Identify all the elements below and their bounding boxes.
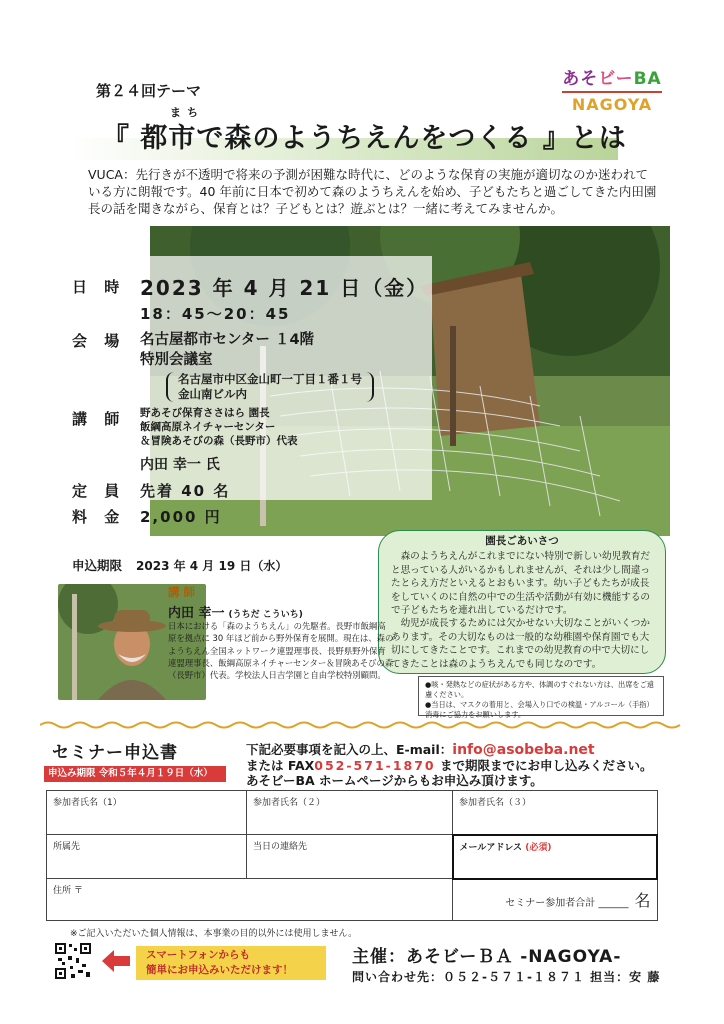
capacity-label-row (72, 480, 134, 501)
banner-line: スマートフォンからも (146, 949, 250, 961)
privacy-note: ※ご記入いただいた個人情報は、本事業の目的以外には使用しません。 (70, 929, 358, 939)
lecturer-tag: 講 師 (168, 585, 196, 599)
logo-part: BA (633, 69, 662, 89)
total-participants-field[interactable]: セミナー参加者合計 ______ 名 (453, 879, 658, 921)
homepage-note: あそビーBA ホームページからもお申込み頂けます。 (246, 773, 543, 788)
field-label: 参加者氏名（２） (253, 798, 326, 808)
contact-email[interactable]: info@asobeba.net (452, 742, 595, 758)
event-date: 2023 年 4 月 21 日（金） (140, 276, 429, 300)
arrow-left-icon (102, 950, 130, 972)
principal-message (378, 530, 666, 674)
event-time: 18：45〜20：45 (140, 305, 291, 323)
field-label: 住所 〒 (53, 886, 83, 896)
theme-number: 第２４回テーマ (96, 82, 202, 100)
logo-part: あそ (562, 69, 599, 89)
qr-code-icon[interactable] (54, 942, 92, 980)
venue-address (166, 372, 374, 402)
field-label: 参加者氏名（1） (53, 798, 122, 808)
event-capacity: 先着 40 名 (140, 482, 231, 500)
lecturer-name: 内田 幸一 氏 (140, 457, 220, 473)
message-title: 園長ごあいさつ (485, 535, 559, 547)
smartphone-banner (136, 946, 326, 980)
form-title: セミナー申込書 (52, 743, 178, 763)
contact-day-field[interactable] (247, 835, 453, 879)
instruction-text: まで期限までにお申し込みください。 (435, 758, 653, 773)
lecturer-profile-name (168, 602, 303, 621)
logo-subtitle: NAGOYA (571, 95, 653, 114)
lecturer-profile-yomi: (うちだ こういち) (228, 610, 303, 620)
logo (556, 64, 668, 114)
lecturer-line: 野あそび保育ささはら 園長 (140, 407, 270, 419)
fee-label-row (72, 506, 134, 527)
instruction-text: 下記必要事項を記入の上、E-mail： (246, 742, 453, 757)
note-item: ●咳・発熱などの症状がある方や、体調のすぐれない方は、出席をご遠慮ください。 (425, 680, 654, 699)
email-field[interactable] (453, 835, 658, 879)
message-paragraph: 幼児が成長するためには欠かせない大切なことがいくつかあります。その大切なものは一般的な幼稚園や保育園でも大切にしてきたことです。これまでの幼児教育の中で大切にしてきたことは森のようちえんでも同じなのです。 (391, 618, 651, 670)
date-label: 日 時 (72, 278, 126, 296)
section-divider (40, 720, 684, 730)
lecturer-profile-name-text: 内田 幸一 (168, 606, 225, 621)
date-label-row (72, 276, 134, 297)
field-label: セミナー参加者合計 (505, 898, 596, 910)
organizer: 主催：あそビーＢＡ -NAGOYA- (352, 947, 622, 967)
lecturer-affiliation (140, 406, 298, 448)
lecturer-label: 講 師 (72, 410, 126, 428)
lecturer-bio: 日本における「森のようちえん」の先駆者。長野市飯綱高原を拠点に 30 年ほど前から野外保育を展開。現在は、森のようちえん全国ネットワーク連盟理事長、長野県野外保育連盟理事長、飯綱高原ネイチャーセンター＆冒険あそびの森（長野市）代表。学校法人日吉学園と自由学校特別顧問。 (168, 621, 394, 681)
application-deadline (72, 556, 287, 574)
deadline-value: 2023 年 4 月 19 日（水） (136, 559, 288, 573)
name2-field[interactable] (247, 791, 453, 835)
lecturer-line: 飯綱高原ネイチャーセンター (140, 421, 276, 433)
form-deadline: 申込み期限 令和５年４月１９日（水） (44, 766, 226, 782)
message-paragraph: 森のようちえんがこれまでにない特別で新しい幼児教育だと思っている人がいるかもしれませんが、それは少し間違ったとらえ方だといえるとおもいます。幼い子どもたちが成長をしていくのに自然の中での生活や活動が有効に機能するので子どもたちを連れ出しているだけです。 (391, 551, 651, 617)
field-label: メールアドレス (459, 842, 523, 853)
address-line: 金山南ビル内 (178, 387, 247, 401)
venue-line: 特別会議室 (140, 352, 213, 368)
required-mark: (必須) (525, 842, 552, 853)
banner-line: 簡単にお申込みいただけます！ (146, 964, 293, 976)
venue-label: 会 場 (72, 332, 126, 350)
affiliation-field[interactable] (47, 835, 247, 879)
lecturer-profile (46, 578, 394, 710)
contact-fax: 052-571-1870 (314, 758, 436, 773)
name3-field[interactable] (453, 791, 658, 835)
lecturer-label-row (72, 408, 134, 429)
fee-label: 料 金 (72, 508, 126, 526)
page-title: 『 都市で森のようちえんをつくる 』とは (102, 123, 627, 154)
address-field[interactable] (47, 879, 453, 921)
note-item: ●当日は、マスクの着用と、会場入り口での検温・アルコール（手指）消毒にご協力をお願いします。 (425, 700, 654, 719)
application-form-table (46, 790, 658, 921)
intro-text: VUCA：先行きが不透明で将来の予測が困難な時代に、どのような保育の実施が適切なのか迷われている方に朗報です。40 年前に日本で初めて森のようちえんを始め、子どもたちと過ごしてきた内田園長の話を聞きながら、保育とは？子どもとは？遊ぶとは？一緒に考えてみませんか。 (88, 167, 657, 216)
address-line: 名古屋市中区金山町一丁目１番１号 (178, 372, 362, 386)
logo-divider (562, 91, 662, 93)
capacity-label: 定 員 (72, 482, 126, 500)
event-fee: 2,000 円 (140, 508, 222, 526)
field-label: 参加者氏名（３） (459, 798, 532, 808)
field-label: 所属先 (53, 842, 81, 852)
name1-field[interactable] (47, 791, 247, 835)
form-instructions (246, 742, 686, 788)
venue-label-row (72, 330, 134, 351)
total-unit: 名 (634, 891, 651, 911)
event-venue (140, 330, 314, 370)
title-ruby: まち (170, 106, 204, 119)
logo-part: ビー (598, 69, 634, 89)
venue-line: 名古屋都市センター １4階 (140, 332, 315, 348)
instruction-text: または FAX (246, 758, 315, 773)
deadline-label: 申込期限 (72, 558, 123, 573)
lecturer-line: ＆冒険あそびの森（長野市）代表 (140, 435, 298, 447)
health-notes (418, 676, 664, 719)
contact-info: 問い合わせ先：０５２-５７１-１８７１ 担当：安 藤 (352, 970, 661, 984)
field-label: 当日の連絡先 (253, 842, 308, 852)
